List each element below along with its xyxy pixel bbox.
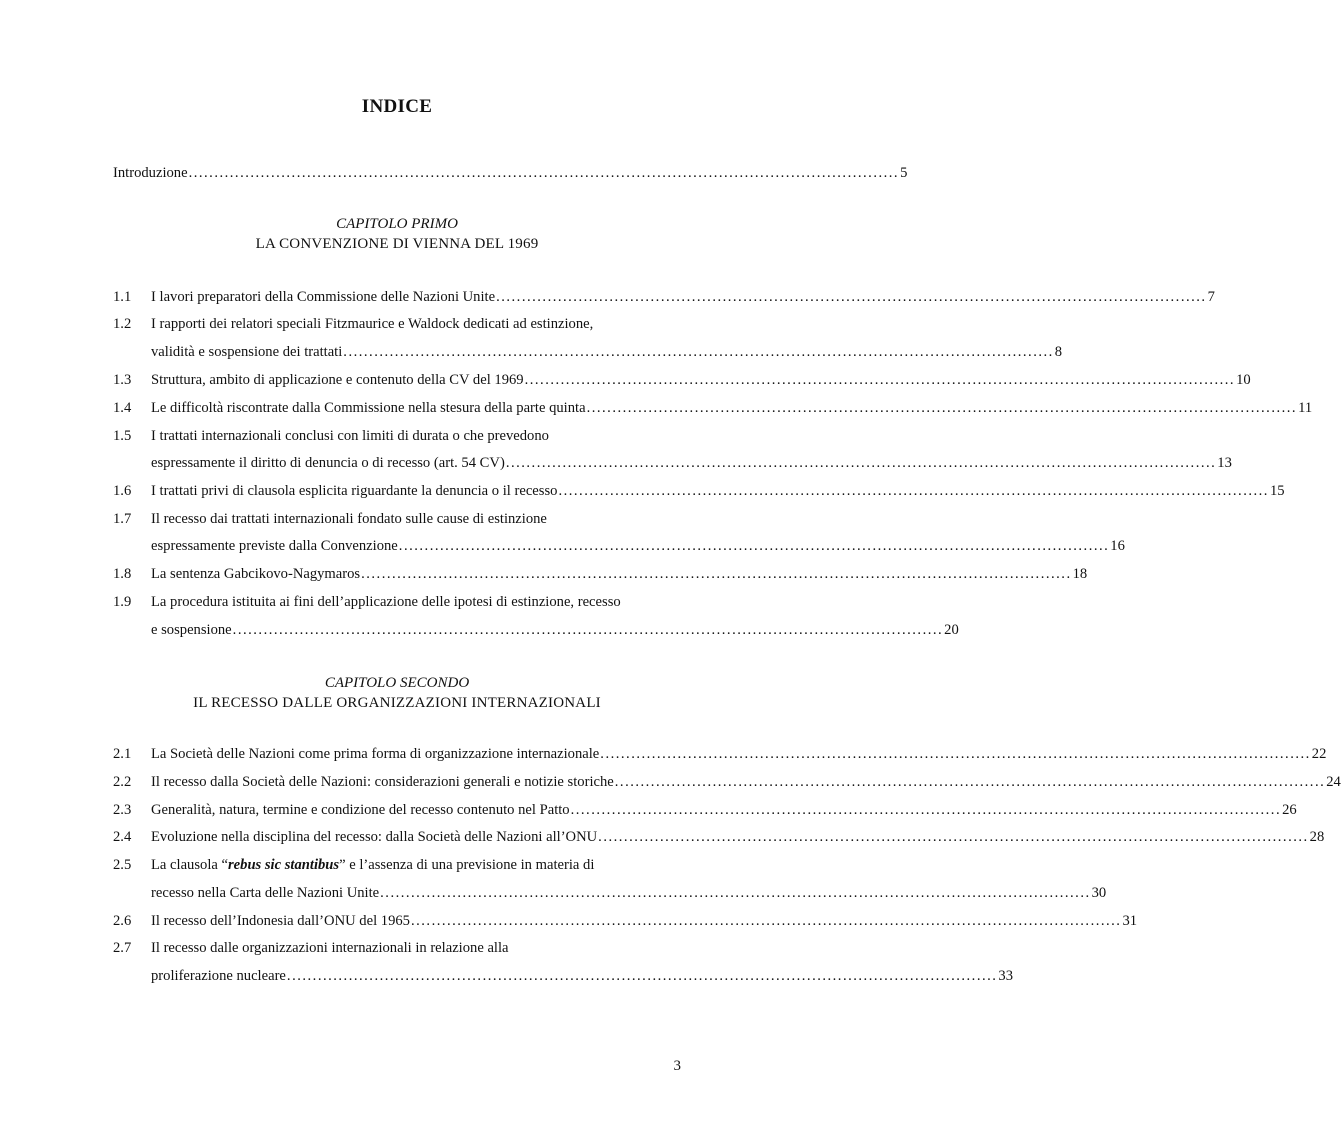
- toc-entry-number: 1.7: [113, 511, 132, 527]
- toc-entry-page: 16: [1110, 538, 1125, 554]
- toc-entry-text: Le difficoltà riscontrate dalla Commissione nella stesura della parte quinta: [151, 400, 586, 416]
- toc-entry-text: [151, 854, 594, 876]
- page-title: INDICE: [361, 96, 433, 117]
- dot-leader: ..........................................................................................................................................: [598, 829, 1309, 845]
- toc-entry-page: 24: [1326, 774, 1341, 790]
- toc-entry-page: 8: [1054, 344, 1063, 360]
- toc-entry[interactable]: [113, 854, 686, 876]
- dot-leader: ..........................................................................................................................................: [398, 538, 1110, 554]
- toc-entry-text: Introduzione: [113, 165, 188, 181]
- dot-leader: ..........................................................................................................................................: [232, 622, 944, 638]
- toc-entry[interactable]: [113, 826, 1325, 848]
- toc-entry[interactable]: [113, 910, 1138, 932]
- toc-entry-page: 31: [1122, 913, 1138, 929]
- dot-leader: ..........................................................................................................................................: [505, 455, 1217, 471]
- toc-entry-text: La Società delle Nazioni come prima forma di organizzazione internazionale: [151, 746, 600, 762]
- dot-leader: ..........................................................................................................................................: [496, 289, 1207, 305]
- chapter-title: LA CONVENZIONE DI VIENNA DEL 1969: [255, 236, 539, 252]
- toc-entry[interactable]: [113, 480, 1285, 502]
- dot-leader: ..........................................................................................................................................: [614, 774, 1326, 790]
- dot-leader: ..........................................................................................................................................: [410, 913, 1122, 929]
- toc-entry-continuation[interactable]: [113, 619, 959, 641]
- chapter-number: CAPITOLO SECONDO: [324, 675, 470, 691]
- toc-entry-page: 5: [900, 165, 908, 181]
- toc-entry-page: 28: [1309, 829, 1325, 845]
- toc-entry-number: 1.2: [113, 316, 132, 332]
- toc-text-emphasis: rebus sic stantibus: [227, 857, 340, 873]
- toc-entry[interactable]: [113, 286, 1215, 308]
- dot-leader: ..........................................................................................................................................: [586, 400, 1298, 416]
- toc-entry-text: Evoluzione nella disciplina del recesso: dalla Società delle Nazioni all’ONU: [151, 829, 598, 845]
- toc-entry-text: La sentenza Gabcikovo-Nagymaros: [151, 566, 361, 582]
- toc-entry[interactable]: [113, 369, 1251, 391]
- toc-entry[interactable]: [113, 313, 686, 335]
- dot-leader: ..........................................................................................................................................: [600, 746, 1311, 762]
- toc-entry-text: I trattati privi di clausola esplicita riguardante la denuncia o il recesso: [151, 483, 558, 499]
- toc-entry-number: 1.6: [113, 483, 132, 499]
- toc-entry-continuation[interactable]: [113, 535, 1125, 557]
- toc-entry-text: proliferazione nucleare: [151, 968, 286, 984]
- dot-leader: ..........................................................................................................................................: [524, 372, 1236, 388]
- toc-entry-intro[interactable]: [113, 162, 908, 184]
- toc-entry-number: 2.6: [113, 913, 132, 929]
- toc-entry[interactable]: [113, 508, 686, 530]
- toc-entry-text: Generalità, natura, termine e condizione del recesso contenuto nel Patto: [151, 802, 570, 818]
- toc-entry-number: 2.3: [113, 802, 132, 818]
- toc-entry-number: 2.2: [113, 774, 132, 790]
- toc-entry-text: I rapporti dei relatori speciali Fitzmaurice e Waldock dedicati ad estinzione,: [151, 316, 594, 332]
- toc-entry-page: 26: [1282, 802, 1297, 818]
- toc-entry-page: 15: [1269, 483, 1285, 499]
- toc-text-pre: La clausola “: [151, 857, 228, 873]
- toc-entry-number: 1.5: [113, 428, 132, 444]
- toc-entry[interactable]: [113, 937, 686, 959]
- toc-entry-continuation[interactable]: [113, 341, 1063, 363]
- dot-leader: ..........................................................................................................................................: [361, 566, 1072, 582]
- toc-entry-page: 13: [1217, 455, 1232, 471]
- toc-entry[interactable]: [113, 425, 686, 447]
- dot-leader: ..........................................................................................................................................: [286, 968, 998, 984]
- toc-entry-text: espressamente previste dalla Convenzione: [151, 538, 398, 554]
- chapter-heading: [0, 673, 794, 713]
- toc-entry-number: 2.1: [113, 746, 132, 762]
- toc-entry-text: Il recesso dalle organizzazioni internazionali in relazione alla: [151, 940, 509, 956]
- toc-entry-continuation[interactable]: [113, 452, 1232, 474]
- toc-entry[interactable]: [113, 771, 1341, 793]
- toc-entry[interactable]: [113, 743, 1327, 765]
- toc-entry-text: Il recesso dalla Società delle Nazioni: considerazioni generali e notizie storiche: [151, 774, 614, 790]
- toc-entry-number: 1.9: [113, 594, 132, 610]
- chapter-title: IL RECESSO DALLE ORGANIZZAZIONI INTERNAZIONALI: [193, 695, 601, 711]
- toc-entry[interactable]: [113, 563, 1088, 585]
- toc-entry-number: 2.7: [113, 940, 132, 956]
- toc-entry-text: I trattati internazionali conclusi con limiti di durata o che prevedono: [151, 428, 549, 444]
- dot-leader: ..........................................................................................................................................: [380, 885, 1091, 901]
- toc-entry-text: I lavori preparatori della Commissione delle Nazioni Unite: [151, 289, 496, 305]
- dot-leader: ..........................................................................................................................................: [558, 483, 1269, 499]
- toc-entry-page: 11: [1298, 400, 1313, 416]
- toc-entry-text: e sospensione: [151, 622, 232, 638]
- toc-entry[interactable]: [113, 397, 1313, 419]
- toc-entry-number: 1.3: [113, 372, 132, 388]
- toc-entry-number: 1.1: [113, 289, 132, 305]
- toc-entry-page: 30: [1091, 885, 1107, 901]
- toc-entry-number: 1.4: [113, 400, 132, 416]
- dot-leader: ..........................................................................................................................................: [343, 344, 1054, 360]
- toc-entry-text: La procedura istituita ai fini dell’applicazione delle ipotesi di estinzione, recesso: [151, 594, 621, 610]
- dot-leader: ..........................................................................................................................................: [188, 165, 900, 181]
- toc-entry[interactable]: [113, 799, 1297, 821]
- toc-entry-number: 2.4: [113, 829, 132, 845]
- toc-entry-page: 10: [1236, 372, 1251, 388]
- toc-entry[interactable]: [113, 591, 686, 613]
- toc-entry-page: 33: [998, 968, 1013, 984]
- toc-entry-number: 1.8: [113, 566, 132, 582]
- toc-entry-page: 20: [944, 622, 959, 638]
- toc-entry-number: 2.5: [113, 857, 132, 873]
- toc-entry-text: Il recesso dell’Indonesia dall’ONU del 1965: [151, 913, 410, 929]
- toc-entry-continuation[interactable]: [113, 882, 1107, 904]
- toc-entry-page: 22: [1311, 746, 1327, 762]
- chapter-number: CAPITOLO PRIMO: [336, 216, 458, 232]
- toc-text-post: ” e l’assenza di una previsione in materia di: [339, 857, 595, 873]
- chapter-heading: [0, 214, 794, 254]
- dot-leader: ..........................................................................................................................................: [570, 802, 1282, 818]
- toc-entry-continuation[interactable]: [113, 965, 1013, 987]
- toc-entry-page: 18: [1072, 566, 1088, 582]
- page-number: 3: [673, 1058, 681, 1074]
- toc-entry-text: espressamente il diritto di denuncia o di recesso (art. 54 CV): [151, 455, 505, 471]
- toc-entry-text: validità e sospensione dei trattati: [151, 344, 343, 360]
- toc-entry-text: Il recesso dai trattati internazionali fondato sulle cause di estinzione: [151, 511, 547, 527]
- toc-entry-text: recesso nella Carta delle Nazioni Unite: [151, 885, 380, 901]
- toc-entry-text: Struttura, ambito di applicazione e contenuto della CV del 1969: [151, 372, 524, 388]
- toc-entry-page: 7: [1207, 289, 1215, 305]
